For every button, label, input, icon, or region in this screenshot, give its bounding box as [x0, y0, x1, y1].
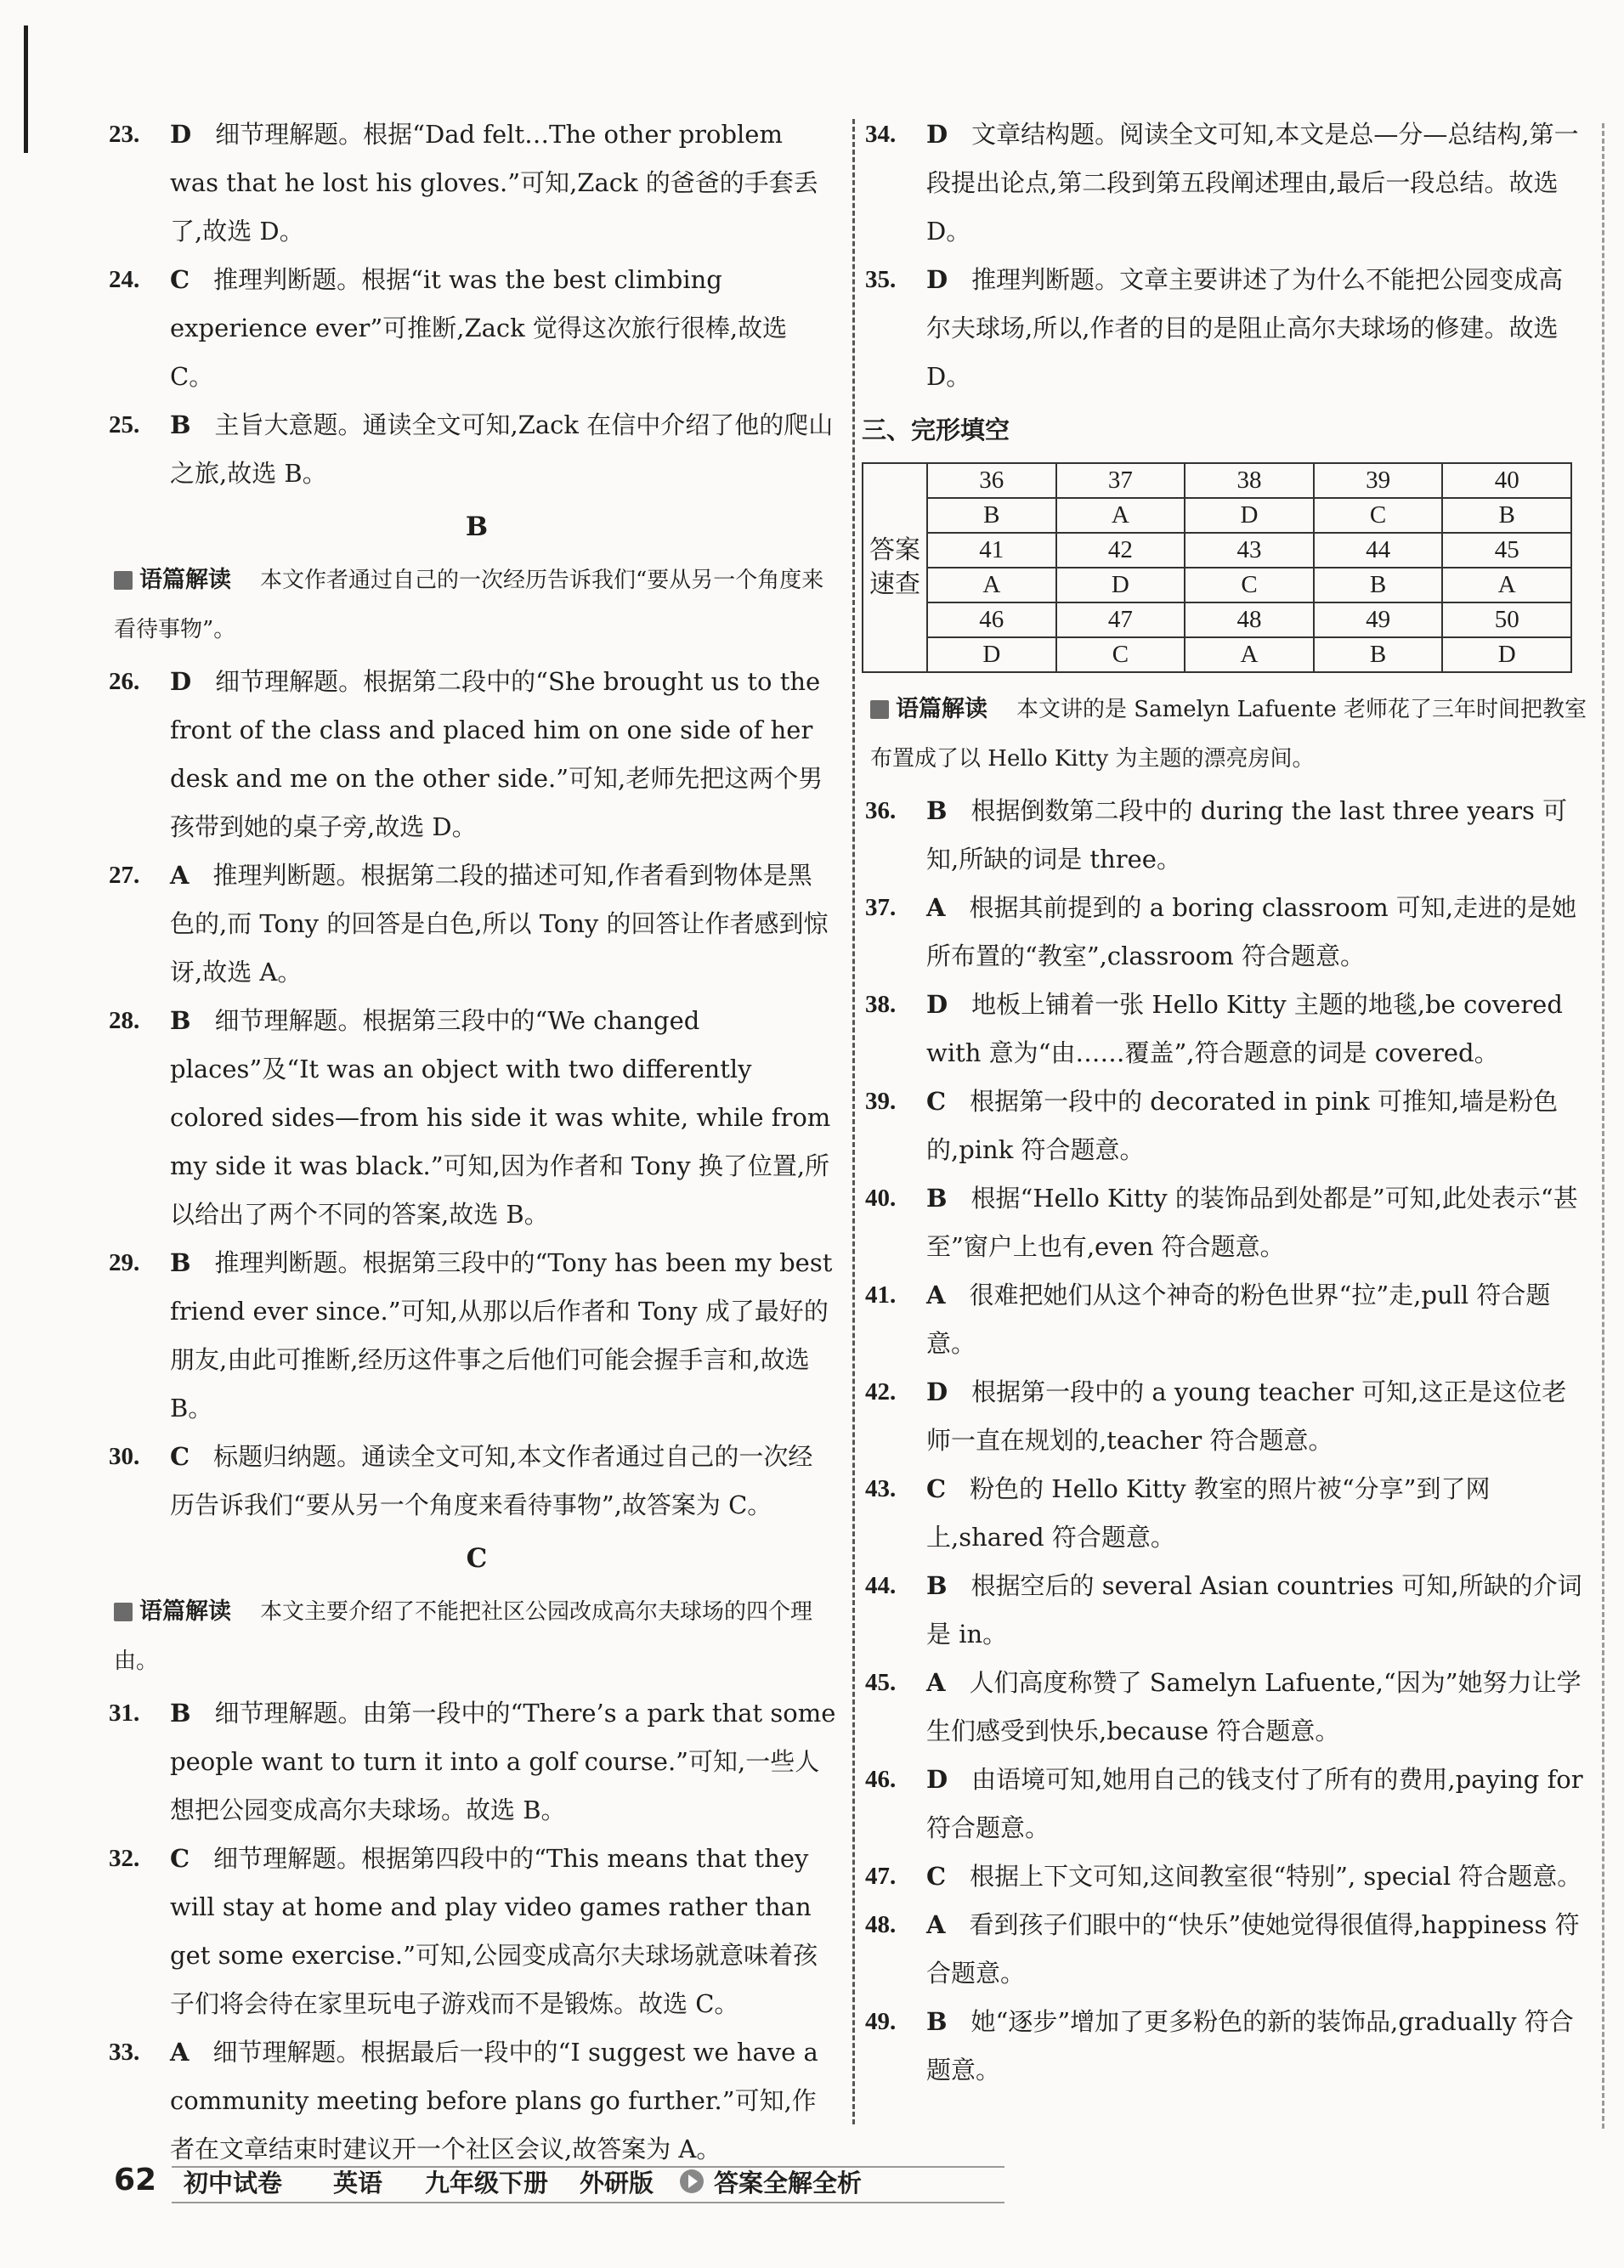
- reading-tag-label: 语篇解读: [896, 696, 987, 722]
- question-number: 46.: [865, 1766, 897, 1793]
- table-answer-letter: B: [1442, 498, 1571, 533]
- table-answer-letter: C: [1314, 498, 1443, 533]
- explanation-text: 标题归纳题。通读全文可知,本文作者通过自己的一次经历告诉我们“要从另一个角度来看待事物”,故答案为 C。: [170, 1442, 813, 1519]
- answer-entry: [865, 1174, 1587, 1271]
- reading-tag: [114, 556, 231, 605]
- table-question-number: 38: [1185, 463, 1314, 498]
- answer-entry: [865, 1077, 1587, 1174]
- answer-letter: B: [926, 2007, 948, 2036]
- reading-text: 本文作者通过自己的一次经历告诉我们“要从另一个角度来看待事物”。: [114, 568, 824, 642]
- explanation-text: 根据其前提到的 a boring classroom 可知,走进的是她所布置的“教室”,classroom 符合题意。: [926, 893, 1577, 970]
- table-answer-letter: A: [927, 568, 1056, 602]
- question-number: 31.: [109, 1700, 140, 1727]
- page-number: 62: [114, 2163, 157, 2197]
- table-question-number: 36: [927, 463, 1056, 498]
- question-number: 28.: [109, 1007, 140, 1034]
- question-number: 42.: [865, 1378, 897, 1405]
- explanation-text: 文章结构题。阅读全文可知,本文是总—分—总结构,第一段提出论点,第二段到第五段阐述理由,最后一段总结。故选 D。: [926, 120, 1579, 246]
- explanation-text: 推理判断题。根据第三段中的“Tony has been my best friend ever since.”可知,从那以后作者和 Tony 成了最好的朋友,由此可推断,经历这件事之后他们可能会握手言和,故选 B。: [170, 1248, 833, 1422]
- explanation-text: 人们高度称赞了 Samelyn Lafuente,“因为”她努力让学生们感受到快乐,because 符合题意。: [926, 1668, 1582, 1745]
- explanation-text: 推理判断题。文章主要讲述了为什么不能把公园变成高尔夫球场,所以,作者的目的是阻止高尔夫球场的修建。故选 D。: [926, 265, 1564, 391]
- table-answer-letter: D: [927, 637, 1056, 672]
- table-question-number: 39: [1314, 463, 1443, 498]
- answer-letter: B: [926, 1184, 948, 1213]
- table-answer-letter: C: [1185, 568, 1314, 602]
- question-number: 45.: [865, 1669, 897, 1696]
- answer-entry: [865, 981, 1587, 1077]
- explanation-text: 根据第一段中的 decorated in pink 可推知,墙是粉色的,pink 符合题意。: [926, 1087, 1559, 1164]
- question-number: 30.: [109, 1443, 140, 1470]
- answer-entry: [865, 1659, 1587, 1756]
- question-number: 27.: [109, 862, 140, 889]
- answer-entry: [109, 2028, 836, 2174]
- answer-letter: C: [170, 1442, 190, 1471]
- question-number: 23.: [109, 121, 140, 148]
- table-answer-letter: A: [1056, 498, 1185, 533]
- explanation-text: 推理判断题。根据“it was the best climbing experience ever”可推断,Zack 觉得这次旅行很棒,故选 C。: [170, 265, 788, 391]
- answer-letter: B: [926, 796, 948, 825]
- section-title-cloze: 三、完形填空: [862, 416, 1010, 444]
- footer-edition: 外研版: [580, 2169, 654, 2197]
- answer-entry: [865, 1901, 1587, 1998]
- question-number: 48.: [865, 1911, 897, 1938]
- answer-letter: D: [926, 120, 948, 149]
- reading-tag-label: 语篇解读: [139, 1598, 231, 1625]
- question-number: 39.: [865, 1088, 897, 1115]
- answer-entry: [109, 1835, 836, 2028]
- explanation-text: 根据“Hello Kitty 的装饰品到处都是”可知,此处表示“甚至”窗户上也有,even 符合题意。: [926, 1184, 1578, 1261]
- question-number: 41.: [865, 1281, 897, 1309]
- reading-tag: [114, 1587, 231, 1637]
- answer-letter: C: [926, 1862, 947, 1891]
- table-answer-letter: A: [1442, 568, 1571, 602]
- question-number: 36.: [865, 797, 897, 824]
- table-answer-letter: D: [1056, 568, 1185, 602]
- answer-entry: [109, 1239, 836, 1433]
- answer-entry: [865, 1852, 1587, 1901]
- answer-entry: [109, 401, 836, 498]
- footer-section: 答案全解全析: [714, 2169, 863, 2197]
- table-question-number: 46: [927, 602, 1056, 637]
- question-number: 34.: [865, 121, 897, 148]
- explanation-text: 细节理解题。根据第二段中的“She brought us to the front of the class and placed him on one side of her desk and me on the other side.”可知,老师先把这两个男孩带到她的桌子旁,故选 D。: [170, 667, 823, 841]
- table-question-number: 44: [1314, 533, 1443, 568]
- question-number: 47.: [865, 1863, 897, 1890]
- answer-letter: A: [170, 861, 190, 890]
- answer-entry: [109, 997, 836, 1239]
- table-answer-letter: D: [1185, 498, 1314, 533]
- answer-letter: A: [170, 2038, 190, 2067]
- table-answer-letter: B: [1314, 637, 1443, 672]
- table-question-number: 41: [927, 533, 1056, 568]
- explanation-text: 推理判断题。根据第二段的描述可知,作者看到物体是黑色的,而 Tony 的回答是白色,所以 Tony 的回答让作者感到惊讶,故选 A。: [170, 861, 829, 987]
- book-icon: [114, 1603, 133, 1621]
- question-number: 40.: [865, 1185, 897, 1212]
- answer-letter: D: [926, 265, 948, 294]
- answer-entry: [109, 851, 836, 997]
- table-question-number: 42: [1056, 533, 1185, 568]
- question-number: 44.: [865, 1572, 897, 1599]
- table-answer-letter: D: [1442, 637, 1571, 672]
- answer-entry: [865, 884, 1587, 981]
- table-question-number: 45: [1442, 533, 1571, 568]
- table-question-number: 43: [1185, 533, 1314, 568]
- table-question-number: 50: [1442, 602, 1571, 637]
- answer-entry: [865, 1271, 1587, 1368]
- reading-tag: [870, 685, 987, 734]
- reading-summary-cloze: [870, 685, 1587, 783]
- explanation-text: 地板上铺着一张 Hello Kitty 主题的地毯,be covered with 意为“由……覆盖”,符合题意的词是 covered。: [926, 990, 1563, 1067]
- table-question-number: 47: [1056, 602, 1185, 637]
- page-edge-bar: [24, 25, 28, 153]
- explanation-text: 粉色的 Hello Kitty 教室的照片被“分享”到了网上,shared 符合题意。: [926, 1474, 1491, 1552]
- answer-letter: B: [170, 410, 191, 439]
- right-edge-divider: [1602, 123, 1604, 2129]
- section-letter-c: C: [466, 1543, 488, 1574]
- reading-tag-label: 语篇解读: [139, 567, 231, 593]
- explanation-text: 很难把她们从这个神奇的粉色世界“拉”走,pull 符合题意。: [926, 1281, 1551, 1358]
- question-number: 32.: [109, 1845, 140, 1872]
- entries-cloze: [865, 787, 1587, 2095]
- explanation-text: 由语境可知,她用自己的钱支付了所有的费用,paying for 符合题意。: [926, 1765, 1583, 1842]
- explanation-text: 根据上下文可知,这间教室很“特别”, special 符合题意。: [970, 1862, 1582, 1891]
- answer-table: [862, 462, 1572, 673]
- table-question-number: 37: [1056, 463, 1185, 498]
- answer-entry: [109, 110, 836, 256]
- answer-entry: [865, 1562, 1587, 1659]
- table-answer-letter: B: [1314, 568, 1443, 602]
- question-number: 43.: [865, 1475, 897, 1502]
- answer-entry: [865, 1465, 1587, 1562]
- table-answer-letter: A: [1185, 637, 1314, 672]
- explanation-text: 细节理解题。由第一段中的“There’s a park that some people want to turn it into a golf course.”可知,一些人想把公园变成高尔夫球场。故选 B。: [170, 1699, 836, 1824]
- answer-letter: B: [170, 1699, 191, 1728]
- answer-letter: B: [926, 1571, 948, 1600]
- explanation-text: 主旨大意题。通读全文可知,Zack 在信中介绍了他的爬山之旅,故选 B。: [170, 410, 834, 488]
- answer-letter: D: [926, 990, 948, 1019]
- question-number: 29.: [109, 1249, 140, 1276]
- entries-a: [109, 110, 836, 498]
- explanation-text: 细节理解题。根据“Dad felt…The other problem was that he lost his gloves.”可知,Zack 的爸爸的手套丢了,故选 D。: [170, 120, 818, 246]
- explanation-text: 细节理解题。根据第四段中的“This means that they will stay at home and play video games rather than get some exercise.”可知,公园变成高尔夫球场就意味着孩子们将会待在家里玩电子游戏而不是锻炼。故选 C。: [170, 1844, 818, 2018]
- answer-entry: [109, 658, 836, 851]
- question-number: 35.: [865, 266, 897, 293]
- table-answer-letter: C: [1056, 637, 1185, 672]
- answer-letter: A: [926, 1281, 946, 1309]
- column-divider: [852, 119, 855, 2124]
- answer-entry: [865, 787, 1587, 884]
- answer-letter: D: [926, 1377, 948, 1406]
- explanation-text: 根据第一段中的 a young teacher 可知,这正是这位老师一直在规划的,teacher 符合题意。: [926, 1377, 1567, 1455]
- footer-series: 初中试卷: [184, 2169, 283, 2197]
- answer-letter: C: [170, 265, 190, 294]
- answer-letter: D: [926, 1765, 948, 1794]
- entries-top: [865, 110, 1587, 401]
- question-number: 25.: [109, 411, 140, 438]
- explanation-text: 根据空后的 several Asian countries 可知,所缺的介词是 in。: [926, 1571, 1582, 1649]
- answer-entry: [865, 1756, 1587, 1852]
- question-number: 33.: [109, 2039, 140, 2066]
- question-number: 26.: [109, 668, 140, 695]
- question-number: 37.: [865, 894, 897, 921]
- answer-letter: C: [170, 1844, 190, 1873]
- table-question-number: 48: [1185, 602, 1314, 637]
- table-answer-letter: B: [927, 498, 1056, 533]
- book-icon: [114, 571, 133, 590]
- answer-table-side-label: 答案 速查: [863, 463, 927, 672]
- table-question-number: 49: [1314, 602, 1443, 637]
- right-column: [862, 110, 1587, 2095]
- entries-c: [109, 1689, 836, 2174]
- reading-text: 本文讲的是 Samelyn Lafuente 老师花了三年时间把教室布置成了以 Hello Kitty 为主题的漂亮房间。: [870, 697, 1587, 772]
- book-icon: [870, 700, 889, 719]
- question-number: 24.: [109, 266, 140, 293]
- answer-letter: D: [170, 667, 192, 696]
- table-question-number: 40: [1442, 463, 1571, 498]
- explanation-text: 细节理解题。根据第三段中的“We changed places”及“It was an object with two differently colored sides—from his side it was white, while from my side it was black.”可知,因为作者和 Tony 换了位置,所以给出了两个不同的答案,故选 B。: [170, 1006, 831, 1229]
- question-number: 49.: [865, 2008, 897, 2035]
- footer-grade: 九年级下册: [425, 2169, 549, 2197]
- answer-letter: A: [926, 1668, 946, 1697]
- section-letter-b: B: [465, 512, 489, 542]
- answer-entry: [109, 256, 836, 401]
- answer-entry: [865, 1368, 1587, 1465]
- answer-letter: B: [170, 1248, 191, 1277]
- reading-summary-b: [114, 556, 836, 654]
- explanation-text: 根据倒数第二段中的 during the last three years 可知,所缺的词是 three。: [926, 796, 1568, 874]
- answer-entry: [865, 256, 1587, 401]
- explanation-text: 细节理解题。根据最后一段中的“I suggest we have a community meeting before plans go further.”可知,作者在文章结束时建议开一个社区会议,故答案为 A。: [170, 2038, 818, 2163]
- explanation-text: 看到孩子们眼中的“快乐”使她觉得很值得,happiness 符合题意。: [926, 1910, 1580, 1988]
- answer-letter: C: [926, 1087, 947, 1116]
- answer-letter: C: [926, 1474, 947, 1503]
- reading-text: 本文主要介绍了不能把社区公园改成高尔夫球场的四个理由。: [114, 1599, 813, 1674]
- answer-letter: B: [170, 1006, 191, 1035]
- reading-summary-c: [114, 1587, 836, 1686]
- left-column: [109, 110, 836, 2174]
- footer-subject: 英语: [333, 2169, 383, 2197]
- answer-letter: A: [926, 1910, 946, 1939]
- question-number: 38.: [865, 991, 897, 1018]
- answer-entry: [865, 110, 1587, 256]
- answer-entry: [109, 1689, 836, 1835]
- answer-letter: D: [170, 120, 192, 149]
- entries-b: [109, 658, 836, 1530]
- answer-entry: [109, 1433, 836, 1530]
- answer-entry: [865, 1998, 1587, 2095]
- play-arrow-icon: [680, 2169, 704, 2193]
- answer-letter: A: [926, 893, 946, 922]
- explanation-text: 她“逐步”增加了更多粉色的新的装饰品,gradually 符合题意。: [926, 2007, 1574, 2084]
